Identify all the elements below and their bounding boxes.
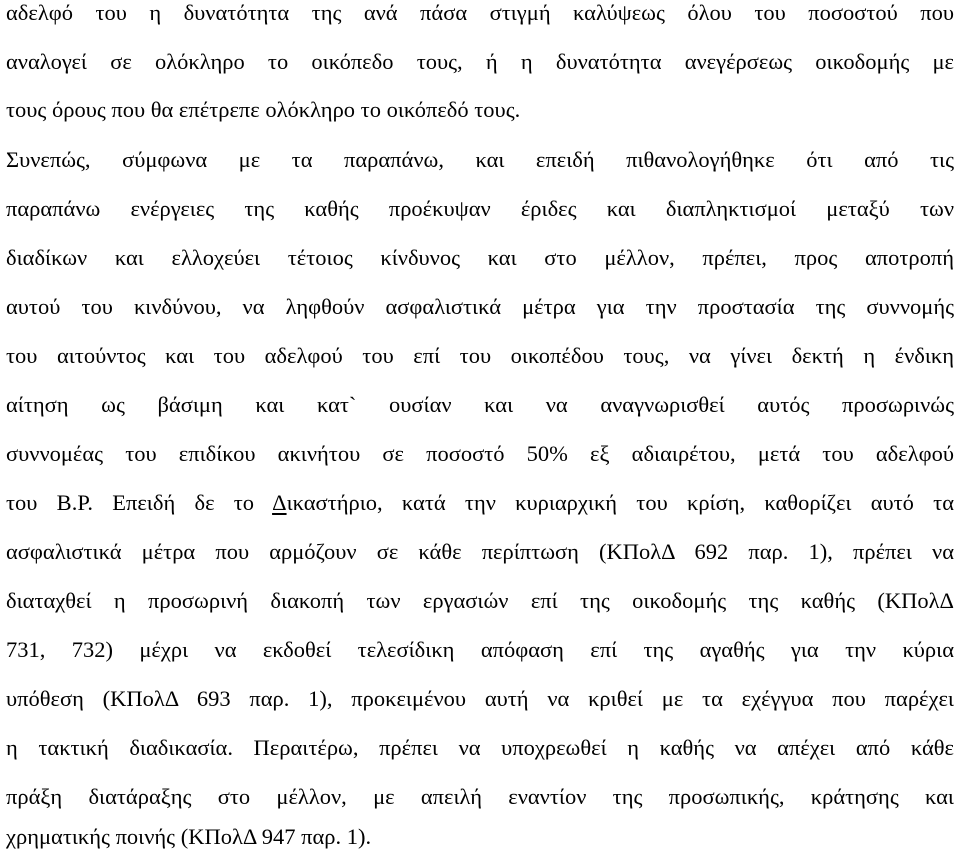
text-line-15: υπόθεση (ΚΠολΔ 693 παρ. 1), προκειμένου αυτή να κριθεί με τα εχέγγυα που παρέχει [6,686,954,711]
text-line-9: αίτηση ως βάσιμη και κατ` ουσίαν και να αναγνωρισθεί αυτός προσωρινώς [6,392,954,417]
text-line-8: του αιτούντος και του αδελφού του επί του οικοπέδου τους, να γίνει δεκτή η ένδικη [6,343,954,368]
text-line-11 [6,486,954,520]
text-line-3: τους όρους που θα επέτρεπε ολόκληρο το οικόπεδό τους. [6,97,521,122]
underlined-delta: Δ [272,490,287,515]
text-line-12: ασφαλιστικά μέτρα που αρμόζουν σε κάθε περίπτωση (ΚΠολΔ 692 παρ. 1), πρέπει να [6,539,954,564]
text-line-11-before: του Β.Ρ. Επειδή δε το [6,490,273,515]
text-line-6: διαδίκων και ελλοχεύει τέτοιος κίνδυνος και στο μέλλον, πρέπει, προς αποτροπή [6,245,954,270]
text-line-10: συννομέας του επιδίκου ακινήτου σε ποσοστό 50% εξ αδιαιρέτου, μετά του αδελφού [6,441,954,466]
text-line-14: 731, 732) μέχρι να εκδοθεί τελεσίδικη απόφαση επί της αγαθής για την κύρια [6,637,954,662]
text-line-16: η τακτική διαδικασία. Περαιτέρω, πρέπει να υποχρεωθεί η καθής να απέχει από κάθε [6,735,954,760]
text-line-5: παραπάνω ενέργειες της καθής προέκυψαν έριδες και διαπληκτισμοί μεταξύ των [6,196,954,221]
text-line-17: πράξη διατάραξης στο μέλλον, με απειλή εναντίον της προσωπικής, κράτησης και [6,784,954,809]
text-line-11-after: ικαστήριο, κατά την κυριαρχική του κρίση, καθορίζει αυτό τα [286,490,954,515]
text-line-4: Συνεπώς, σύμφωνα με τα παραπάνω, και επειδή πιθανολογήθηκε ότι από τις [6,147,954,172]
text-line-2: αναλογεί σε ολόκληρο το οικόπεδο τους, ή η δυνατότητα ανεγέρσεως οικοδομής με [6,49,954,74]
text-line-18: χρηματικής ποινής (ΚΠολΔ 947 παρ. 1). [6,824,372,849]
text-line-7: αυτού του κινδύνου, να ληφθούν ασφαλιστικά μέτρα για την προστασία της συννομής [6,294,954,319]
text-line-13: διαταχθεί η προσωρινή διακοπή των εργασιών επί της οικοδομής της καθής (ΚΠολΔ [6,588,954,613]
text-line-1: αδελφό του η δυνατότητα της ανά πάσα στιγμή καλύψεως όλου του ποσοστού που [6,0,954,25]
